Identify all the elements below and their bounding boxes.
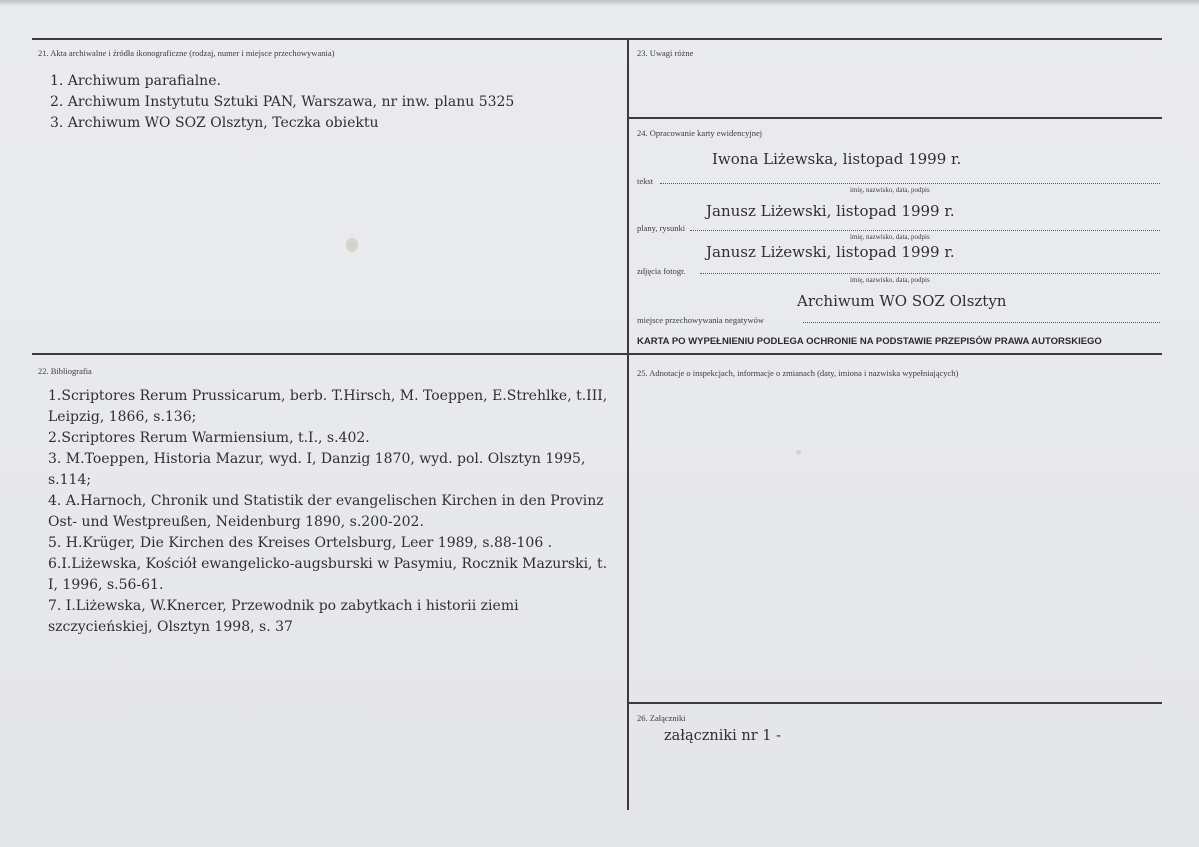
- center-divider: [627, 38, 629, 810]
- section-25-label: 25. Adnotacje o inspekcjach, informacje o zmianach (daty, imiona i nazwiska wypełniających): [637, 368, 959, 378]
- paper-edge: [0, 0, 1199, 6]
- section-21-label: 21. Akta archiwalne i źródła ikonograficzne (rodzaj, numer i miejsce przechowywania): [38, 48, 335, 58]
- text-author-label: tekst: [637, 176, 654, 186]
- middle-rule: [32, 353, 1162, 355]
- plans-author-value: Janusz Liżewski, listopad 1999 r.: [706, 202, 955, 220]
- list-item: 4. A.Harnoch, Chronik und Statistik der evangelischen Kirchen in den Provinz Ost- und Westpreußen, Neidenburg 1890, s.200-202.: [48, 493, 604, 530]
- paper-stain: [796, 450, 801, 455]
- section-26-rule: [627, 702, 1162, 704]
- photos-author-label: zdjęcia fotogr.: [637, 266, 686, 276]
- list-item: 5. H.Krüger, Die Kirchen des Kreises Ortelsburg, Leer 1989, s.88-106 .: [48, 535, 553, 551]
- negatives-location-line: [803, 322, 1160, 323]
- section-23-label: 23. Uwagi różne: [637, 48, 694, 58]
- archival-sources-list: [50, 71, 514, 134]
- list-item: 3. M.Toeppen, Historia Mazur, wyd. I, Danzig 1870, wyd. pol. Olsztyn 1995, s.114;: [48, 451, 586, 488]
- list-item: 1.Scriptores Rerum Prussicarum, berb. T.Hirsch, M. Toeppen, E.Strehlke, t.III, Leipzig, 1866, s.136;: [48, 388, 608, 425]
- list-item: 3. Archiwum WO SOZ Olsztyn, Teczka obiektu: [50, 115, 379, 131]
- list-item: 1. Archiwum parafialne.: [50, 73, 221, 89]
- attachments-value: załączniki nr 1 -: [664, 728, 782, 744]
- section-23-rule: [627, 117, 1162, 119]
- text-author-caption: imię, nazwisko, data, podpis: [850, 186, 930, 194]
- list-item: 2.Scriptores Rerum Warmiensium, t.I., s.402.: [48, 430, 370, 446]
- negatives-location-label: miejsce przechowywania negatywów: [637, 315, 764, 325]
- text-author-line: [660, 183, 1160, 184]
- plans-author-label: plany, rysunki: [637, 223, 686, 233]
- photos-author-value: Janusz Liżewski, listopad 1999 r.: [706, 243, 955, 261]
- section-22-label: 22. Bibliografia: [38, 366, 92, 376]
- list-item: 2. Archiwum Instytutu Sztuki PAN, Warszawa, nr inw. planu 5325: [50, 94, 515, 110]
- copyright-notice: KARTA PO WYPEŁNIENIU PODLEGA OCHRONIE NA PODSTAWIE PRZEPISÓW PRAWA AUTORSKIEGO: [637, 336, 1102, 347]
- negatives-location-value: Archiwum WO SOZ Olsztyn: [797, 292, 1007, 310]
- top-rule: [32, 38, 1162, 40]
- photos-author-caption: imię, nazwisko, data, podpis: [850, 276, 930, 284]
- plans-author-line: [690, 230, 1160, 231]
- bibliography-list: [48, 386, 608, 638]
- photos-author-line: [700, 273, 1160, 274]
- section-26-label: 26. Załączniki: [637, 713, 686, 723]
- text-author-value: Iwona Liżewska, listopad 1999 r.: [712, 150, 962, 168]
- list-item: 7. I.Liżewska, W.Knercer, Przewodnik po zabytkach i historii ziemi szczycieńskiej, Olsztyn 1998, s. 37: [48, 598, 519, 635]
- list-item: 6.I.Liżewska, Kościół ewangelicko-augsburski w Pasymiu, Rocznik Mazurski, t. I, 1996, s.56-61.: [48, 556, 608, 593]
- paper-stain: [346, 238, 358, 252]
- plans-author-caption: imię, nazwisko, data, podpis: [850, 233, 930, 241]
- section-24-label: 24. Opracowanie karty ewidencyjnej: [637, 128, 763, 138]
